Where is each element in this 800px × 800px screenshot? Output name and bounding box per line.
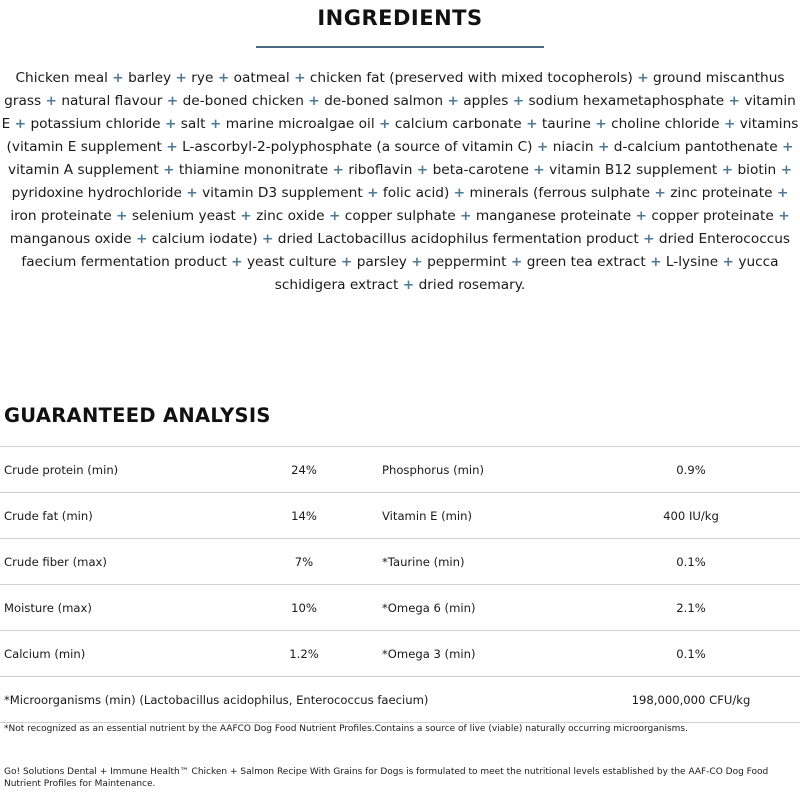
- plus-separator: +: [112, 70, 124, 86]
- nutrient-value: 0.9%: [582, 447, 800, 493]
- ingredient-item: L-lysine: [665, 254, 719, 270]
- plus-separator: +: [533, 162, 545, 178]
- ingredient-item: chicken fat (preserved with mixed tocopherols): [309, 70, 633, 86]
- ingredient-item: dried rosemary.: [418, 277, 526, 293]
- nutrient-label: Calcium (min): [0, 631, 244, 677]
- nutrient-label: Crude fat (min): [0, 493, 244, 539]
- plus-separator: +: [780, 162, 793, 178]
- table-row: [0, 677, 800, 723]
- plus-separator: +: [536, 139, 549, 155]
- nutrient-label: Phosphorus (min): [364, 447, 582, 493]
- nutrient-label: *Taurine (min): [364, 539, 582, 585]
- ingredient-item: biotin: [737, 162, 777, 178]
- ingredient-item: barley: [128, 70, 172, 86]
- footnote: *Not recognized as an essential nutrient by the AAFCO Dog Food Nutrient Profiles.Contains a source of live (viable) naturally occurring microorganisms.: [4, 724, 688, 734]
- ingredient-item: Chicken meal: [15, 70, 108, 86]
- nutrient-label: Moisture (max): [0, 585, 244, 631]
- ingredient-item: sodium hexametaphosphate: [528, 93, 725, 109]
- plus-separator: +: [45, 93, 57, 109]
- ingredient-item: choline chloride: [611, 116, 720, 132]
- plus-separator: +: [778, 208, 790, 224]
- nutrient-value: 7%: [244, 539, 364, 585]
- plus-separator: +: [650, 254, 662, 270]
- ingredient-item: L-ascorbyl-2-polyphosphate (a source of vitamin C): [182, 139, 533, 155]
- ingredient-item: green tea extract: [526, 254, 646, 270]
- microorganisms-label: *Microorganisms (min) (Lactobacillus acidophilus, Enterococcus faecium): [0, 677, 582, 723]
- plus-separator: +: [166, 93, 179, 109]
- plus-separator: +: [459, 208, 472, 224]
- ingredient-item: pyridoxine hydrochloride: [11, 185, 182, 201]
- ingredient-item: selenium yeast: [131, 208, 236, 224]
- plus-separator: +: [209, 116, 222, 132]
- plus-separator: +: [135, 231, 148, 247]
- ingredient-item: manganese proteinate: [475, 208, 632, 224]
- ingredient-item: peppermint: [427, 254, 507, 270]
- nutrient-value: 400 IU/kg: [582, 493, 800, 539]
- nutrient-value: 0.1%: [582, 631, 800, 677]
- plus-separator: +: [340, 254, 353, 270]
- ingredients-list: [0, 67, 800, 297]
- plus-separator: +: [723, 116, 736, 132]
- nutrient-label: Vitamin E (min): [364, 493, 582, 539]
- ingredient-item: riboflavin: [348, 162, 413, 178]
- ingredient-item: yucca schidigera extract: [274, 254, 779, 293]
- plus-separator: +: [453, 185, 466, 201]
- nutrient-label: *Omega 6 (min): [364, 585, 582, 631]
- nutrient-value: 10%: [244, 585, 364, 631]
- table-row: [0, 585, 800, 631]
- plus-separator: +: [186, 185, 198, 201]
- ingredient-item: taurine: [541, 116, 591, 132]
- ingredient-item: calcium carbonate: [394, 116, 522, 132]
- plus-separator: +: [721, 162, 734, 178]
- ingredient-item: zinc proteinate: [670, 185, 773, 201]
- plus-separator: +: [116, 208, 128, 224]
- plus-separator: +: [654, 185, 666, 201]
- nutrient-label: *Omega 3 (min): [364, 631, 582, 677]
- microorganisms-value: 198,000,000 CFU/kg: [582, 677, 800, 723]
- aafco-statement: Go! Solutions Dental + Immune Health™ Chicken + Salmon Recipe With Grains for Dogs is formulated to meet the nutritional levels established by the AAF-CO Dog Food Nutrient Profiles for Maintenance.: [4, 767, 769, 789]
- nutrient-value: 1.2%: [244, 631, 364, 677]
- nutrient-label: Crude fiber (max): [0, 539, 244, 585]
- plus-separator: +: [510, 254, 523, 270]
- table-row: [0, 493, 800, 539]
- ingredient-item: dried Enterococcus faecium fermentation product: [21, 231, 791, 270]
- ingredient-item: calcium iodate): [151, 231, 258, 247]
- plus-separator: +: [328, 208, 341, 224]
- ingredient-item: manganous oxide: [9, 231, 132, 247]
- plus-separator: +: [635, 208, 647, 224]
- plus-separator: +: [240, 208, 252, 224]
- ingredient-item: vitamin D3 supplement: [202, 185, 363, 201]
- guaranteed-analysis-table: [0, 446, 800, 723]
- plus-separator: +: [217, 70, 230, 86]
- ingredient-item: natural flavour: [61, 93, 163, 109]
- ingredient-item: marine microalgae oil: [225, 116, 375, 132]
- table-row: [0, 631, 800, 677]
- ingredient-item: d-calcium pantothenate: [613, 139, 778, 155]
- ingredients-divider: [256, 46, 544, 48]
- plus-separator: +: [728, 93, 740, 109]
- plus-separator: +: [175, 70, 187, 86]
- ingredient-item: de-boned salmon: [324, 93, 444, 109]
- ingredient-item: yeast culture: [246, 254, 337, 270]
- plus-separator: +: [643, 231, 655, 247]
- plus-separator: +: [294, 70, 306, 86]
- plus-separator: +: [637, 70, 649, 86]
- nutrient-value: 14%: [244, 493, 364, 539]
- table-row: [0, 447, 800, 493]
- ingredient-item: dried Lactobacillus acidophilus fermentation product: [277, 231, 639, 247]
- ingredient-item: oatmeal: [233, 70, 290, 86]
- plus-separator: +: [526, 116, 538, 132]
- plus-separator: +: [308, 93, 320, 109]
- ingredient-item: folic acid): [382, 185, 450, 201]
- ingredient-item: copper proteinate: [651, 208, 774, 224]
- ingredients-title: INGREDIENTS: [317, 6, 483, 30]
- plus-separator: +: [416, 162, 429, 178]
- nutrient-value: 24%: [244, 447, 364, 493]
- plus-separator: +: [776, 185, 789, 201]
- plus-separator: +: [447, 93, 459, 109]
- plus-separator: +: [367, 185, 379, 201]
- nutrient-value: 2.1%: [582, 585, 800, 631]
- plus-separator: +: [595, 116, 607, 132]
- ingredient-item: niacin: [552, 139, 594, 155]
- ingredient-item: apples: [463, 93, 509, 109]
- ingredient-item: ground miscanthus grass: [4, 70, 785, 109]
- plus-separator: +: [164, 116, 177, 132]
- table-row: [0, 539, 800, 585]
- plus-separator: +: [231, 254, 243, 270]
- plus-separator: +: [781, 139, 794, 155]
- ingredient-item: minerals (ferrous sulphate: [469, 185, 651, 201]
- plus-separator: +: [722, 254, 734, 270]
- ingredient-item: beta-carotene: [432, 162, 529, 178]
- ingredient-item: vitamin A supplement: [7, 162, 159, 178]
- plus-separator: +: [163, 162, 175, 178]
- plus-separator: +: [597, 139, 610, 155]
- plus-separator: +: [411, 254, 423, 270]
- nutrient-label: Crude protein (min): [0, 447, 244, 493]
- ingredient-item: zinc oxide: [256, 208, 325, 224]
- plus-separator: +: [14, 116, 27, 132]
- plus-separator: +: [402, 277, 415, 293]
- plus-separator: +: [261, 231, 274, 247]
- plus-separator: +: [512, 93, 525, 109]
- ingredient-item: iron proteinate: [10, 208, 112, 224]
- ingredient-item: parsley: [356, 254, 407, 270]
- plus-separator: +: [166, 139, 178, 155]
- nutrient-value: 0.1%: [582, 539, 800, 585]
- ingredient-item: vitamin E: [1, 93, 796, 132]
- ingredient-item: potassium chloride: [30, 116, 161, 132]
- ingredient-item: vitamins (vitamin E supplement: [6, 116, 799, 155]
- plus-separator: +: [379, 116, 391, 132]
- ingredient-item: copper sulphate: [344, 208, 456, 224]
- ingredient-item: salt: [180, 116, 206, 132]
- ingredient-item: vitamin B12 supplement: [549, 162, 718, 178]
- ingredient-item: thiamine mononitrate: [178, 162, 329, 178]
- ingredient-item: rye: [191, 70, 214, 86]
- ingredient-item: de-boned chicken: [182, 93, 304, 109]
- guaranteed-analysis-title: GUARANTEED ANALYSIS: [4, 404, 271, 427]
- plus-separator: +: [332, 162, 344, 178]
